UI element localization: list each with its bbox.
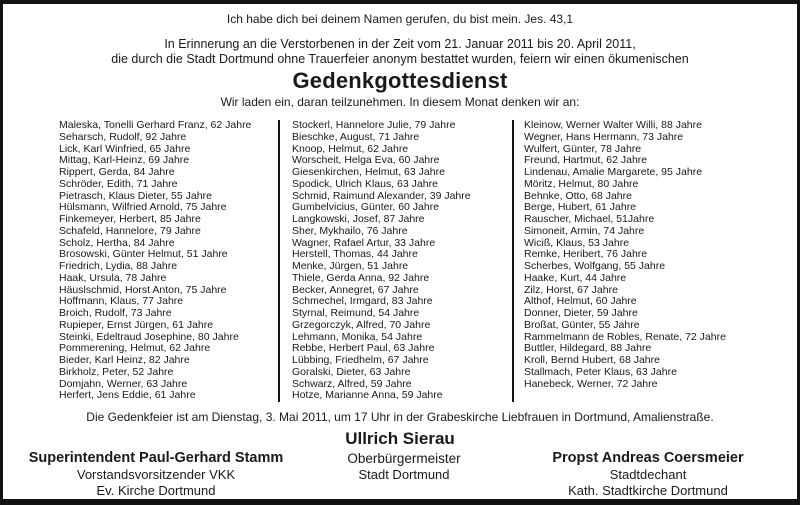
deceased-name-entry: Schwarz, Alfred, 59 Jahre <box>292 377 412 390</box>
deceased-name-entry: Becker, Annegret, 67 Jahre <box>292 283 419 296</box>
deceased-name-entry: Seharsch, Rudolf, 92 Jahre <box>59 130 187 143</box>
deceased-name-entry: Worscheit, Helga Eva, 60 Jahre <box>292 154 440 167</box>
deceased-name-entry: Domjahn, Werner, 63 Jahre <box>59 377 188 390</box>
deceased-name-entry: Brosowski, Günter Helmut, 51 Jahre <box>59 248 228 261</box>
deceased-name-entry: Kleinow, Werner Walter Willi, 88 Jahre <box>524 120 702 131</box>
deceased-name-entry: Rupieper, Ernst Jürgen, 61 Jahre <box>59 318 214 331</box>
deceased-name-entry: Scherbes, Wolfgang, 55 Jahre <box>524 260 666 272</box>
deceased-name-entry: Rippert, Gerda, 84 Jahre <box>59 166 175 178</box>
deceased-name-entry: Finkemeyer, Herbert, 85 Jahre <box>59 213 201 225</box>
page-title: Gedenkgottesdienst <box>292 68 508 93</box>
bible-quote: Ich habe dich bei deinem Namen gerufen, du bist mein. Jes. 43,1 <box>226 12 574 26</box>
deceased-name-entry: Maleska, Tonelli Gerhard Franz, 62 Jahre <box>59 120 252 131</box>
deceased-name-entry: Haake, Kurt, 44 Jahre <box>524 271 627 284</box>
deceased-name-entry: Hülsmann, Wilfried Arnold, 75 Jahre <box>59 201 227 214</box>
deceased-name-entry: Schmid, Raimund Alexander, 39 Jahre <box>292 189 471 202</box>
signature-right <box>499 450 797 498</box>
deceased-name-entry: Friedrich, Lydia, 88 Jahre <box>59 260 178 272</box>
deceased-name-entry: Buttler, Hildegard, 88 Jahre <box>524 342 652 355</box>
intro-paragraph <box>3 37 797 67</box>
deceased-name-entry: Birkholz, Peter, 52 Jahre <box>59 365 174 378</box>
deceased-name-entry: Steinki, Edeltraud Josephine, 80 Jahre <box>59 330 239 343</box>
deceased-name-entry: Donner, Dieter, 59 Jahre <box>524 307 638 319</box>
deceased-name-entry: Broßat, Günter, 55 Jahre <box>524 318 640 331</box>
deceased-name-entry: Mittag, Karl-Heinz, 69 Jahre <box>59 154 190 167</box>
intro-line-1: In Erinnerung an die Verstorbenen in der Zeit vom 21. Januar 2011 bis 20. April 2011, <box>164 37 636 51</box>
deceased-name-entry: Pommerening, Helmut, 62 Jahre <box>59 342 211 355</box>
deceased-name-entry: Simoneit, Armin, 74 Jahre <box>524 224 645 237</box>
deceased-name-entry: Langkowski, Josef, 87 Jahre <box>292 213 425 225</box>
deceased-name-entry: Broich, Rudolf, 73 Jahre <box>59 307 172 319</box>
signature-center <box>309 450 499 498</box>
deceased-name-entry: Rebbe, Herbert Paul, 63 Jahre <box>292 342 435 355</box>
deceased-name-entry: Häuslschmid, Horst Anton, 75 Jahre <box>59 283 227 296</box>
deceased-name-entry: Lindenau, Amalie Margarete, 95 Jahre <box>524 166 703 178</box>
deceased-name-entry: Hanebeck, Werner, 72 Jahre <box>524 377 658 390</box>
deceased-name-entry: Scholz, Hertha, 84 Jahre <box>59 236 175 249</box>
signatures-row <box>3 450 797 498</box>
deceased-name-entry: Stockerl, Hannelore Julie, 79 Jahre <box>292 120 456 131</box>
names-column-2 <box>280 120 512 402</box>
deceased-name-entry: Wiciß, Klaus, 53 Jahre <box>524 236 630 249</box>
signature-right-org: Kath. Stadtkirche Dortmund <box>568 482 728 498</box>
deceased-name-entry: Schafeld, Hannelore, 79 Jahre <box>59 224 201 237</box>
deceased-name-entry: Freund, Hartmut, 62 Jahre <box>524 154 648 167</box>
deceased-name-entry: Gumbelvicius, Günter, 60 Jahre <box>292 201 440 214</box>
deceased-name-entry: Stallmach, Peter Klaus, 63 Jahre <box>524 365 677 378</box>
names-column-3 <box>514 120 797 402</box>
deceased-name-entry: Berge, Hubert, 61 Jahre <box>524 201 637 214</box>
deceased-names-section <box>3 120 797 402</box>
signature-center-org: Stadt Dortmund <box>358 467 450 482</box>
deceased-name-entry: Behnke, Otto, 68 Jahre <box>524 189 632 202</box>
deceased-name-entry: Pietrasch, Klaus Dieter, 55 Jahre <box>59 189 212 202</box>
deceased-name-entry: Grzegorczyk, Alfred, 70 Jahre <box>292 318 431 331</box>
deceased-name-entry: Schmechel, Irmgard, 83 Jahre <box>292 295 433 308</box>
deceased-name-entry: Haak, Ursula, 78 Jahre <box>59 271 167 284</box>
deceased-name-entry: Styrnal, Reimund, 54 Jahre <box>292 307 420 319</box>
signature-left-name: Superintendent Paul-Gerhard Stamm <box>28 450 284 466</box>
deceased-name-entry: Goralski, Dieter, 63 Jahre <box>292 365 411 378</box>
deceased-name-entry: Herstell, Thomas, 44 Jahre <box>292 248 418 261</box>
deceased-name-entry: Lick, Karl Winfried, 65 Jahre <box>59 142 191 155</box>
deceased-name-entry: Giesenkirchen, Helmut, 63 Jahre <box>292 166 445 178</box>
deceased-name-entry: Hotze, Marianne Anna, 59 Jahre <box>292 389 443 402</box>
deceased-name-entry: Bieschke, August, 71 Jahre <box>292 130 420 143</box>
deceased-name-entry: Wegner, Hans Hermann, 73 Jahre <box>524 130 684 143</box>
signature-center-role: Oberbürgermeister <box>347 451 461 466</box>
deceased-name-entry: Bieder, Karl Heinz, 82 Jahre <box>59 354 190 366</box>
signature-left-role: Vorstandsvorsitzender VKK <box>76 467 236 482</box>
deceased-name-entry: Zilz, Horst, 67 Jahre <box>524 283 618 296</box>
deceased-name-entry: Knoop, Helmut, 62 Jahre <box>292 142 409 155</box>
intro-line-2: die durch die Stadt Dortmund ohne Trauerfeier anonym bestattet wurden, feiern wir einen ökumenischen <box>111 52 689 66</box>
ceremony-info: Die Gedenkfeier ist am Dienstag, 3. Mai 2011, um 17 Uhr in der Grabeskirche Liebfrauen in Dortmund, Amalienstraße. <box>86 410 714 424</box>
signature-right-role: Stadtdechant <box>609 467 687 482</box>
deceased-name-entry: Rammelmann de Robles, Renate, 72 Jahre <box>524 330 726 343</box>
deceased-name-entry: Möritz, Helmut, 80 Jahre <box>524 177 639 190</box>
signature-right-name: Propst Andreas Coersmeier <box>552 450 744 466</box>
signature-left <box>3 450 309 498</box>
deceased-name-entry: Hoffmann, Klaus, 77 Jahre <box>59 295 184 308</box>
deceased-name-entry: Althof, Helmut, 60 Jahre <box>524 295 637 308</box>
deceased-name-entry: Spodick, Ulrich Klaus, 63 Jahre <box>292 177 438 190</box>
names-column-1 <box>3 120 278 402</box>
signature-mayor-name: Ullrich Sierau <box>345 429 455 448</box>
deceased-name-entry: Rauscher, Michael, 51Jahre <box>524 213 655 225</box>
deceased-name-entry: Herfert, Jens Eddie, 61 Jahre <box>59 389 196 402</box>
deceased-name-entry: Lehmann, Monika, 54 Jahre <box>292 330 423 343</box>
deceased-name-entry: Schröder, Edith, 71 Jahre <box>59 177 178 190</box>
deceased-name-entry: Remke, Heribert, 76 Jahre <box>524 248 648 261</box>
deceased-name-entry: Sher, Mykhailo, 76 Jahre <box>292 224 408 237</box>
deceased-name-entry: Menke, Jürgen, 51 Jahre <box>292 260 409 272</box>
invitation-line: Wir laden ein, daran teilzunehmen. In diesem Monat denken wir an: <box>220 95 580 109</box>
deceased-name-entry: Kroll, Bernd Hubert, 68 Jahre <box>524 354 660 366</box>
deceased-name-entry: Wulfert, Günter, 78 Jahre <box>524 142 642 155</box>
deceased-name-entry: Wagner, Rafael Artur, 33 Jahre <box>292 236 436 249</box>
signature-left-org: Ev. Kirche Dortmund <box>96 482 216 498</box>
deceased-name-entry: Thiele, Gerda Anna, 92 Jahre <box>292 271 430 284</box>
deceased-name-entry: Lübbing, Friedhelm, 67 Jahre <box>292 354 429 366</box>
